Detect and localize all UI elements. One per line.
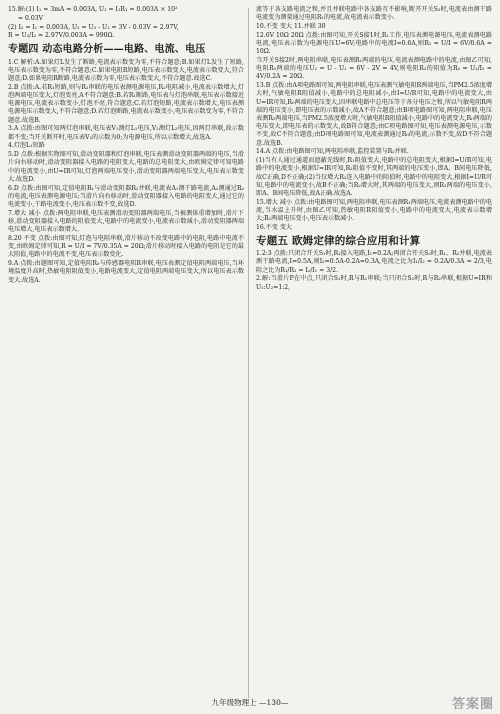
paragraph: 4.灯泡L₁短路 <box>8 142 45 150</box>
paragraph: 流等于各支路电流之和,并且并联电路中各支路互不影响,断开开关S₂时,电流表由测干路电流变为测量通过电阻R₁的电流,故电流表示数变小. <box>256 6 492 22</box>
paragraph: 当开关S接2时,两电阻串联,电压表测R₁两端的电压,电流表测电路中的电流,由图乙可知,电阻R₂两端的电压U₂ = U - U₁ = 6V - 2V = 4V,则电阻R₂的阻值为R₂ = U₂/I₂ = 4V/0.2A = 20Ω. <box>256 57 492 81</box>
section-heading: 专题五 欧姆定律的综合应用和计算 <box>256 235 421 248</box>
paragraph: 1.C 解析:A.如果灯L发生了断路,电流表示数变为零,不符合题意;B.如果灯L发生了短路,电压表示数变为零,不符合题意;C.如果电阻R短路,电压表示数变大,电流表示数变大,符合题意;D.如果电阻R断路,电流表示数为零,电压表示数变大,不符合题意.故选C. <box>8 58 244 82</box>
paragraph: 2.B 点拨:A.若R₁短路,则与R₂串联的电压表测电源电压,R₂电阻减小,电流表示数增大,灯泡两端电压变大,灯泡变亮,A不符合题意;B.若R₁断路,电压表与灯泡串联,电压表示数接近电源电压,电流表示数变小,灯泡不亮,符合题意;C.若灯泡短路,电流表示数增大,电压表测电源电压示数变大,不符合题意;D.若灯泡断路,电流表示数变小,电压表示数变为零,不符合题意.故选B. <box>8 83 244 124</box>
paragraph: 1.2:3 点拨:只闭合开关S₁时,R₁接入电路,I₁=0.2A;再闭合开关S₂时,R₁、R₂并联,电流表测干路电流,I=0.5A,则I₂=0.5A-0.2A=0.3A,电流之比为I₁/I₂ = 0.2A/0.3A = 2/3,电阻之比为R₁/R₂ = I₂/I₁ = 3/2. <box>256 250 492 274</box>
paragraph: 14.A 点拨:由电路图可知,两电阻串联,监控装置与R₂并联. <box>256 148 409 156</box>
paragraph: 6.D 点拨:由图可知,定值电阻R₁与滑动变阻器R₂并联,电流表A₁测干路电流,A₂测通过R₂的电流,电压表测电源电压;当滑片向右移动时,滑动变阻器接入电路的电阻变大,通过它的电流变小,干路电流变小,电压表示数不变,故选D. <box>8 184 244 209</box>
paragraph: (2) I₂ = I₁ = 0.003A, U₂ = U₃ - U₁ = 3V - 0.03V = 2.97V, <box>8 23 179 31</box>
left-column <box>8 6 244 285</box>
column-divider <box>248 8 249 698</box>
paragraph: R = U₂/I₂ = 2.97V/0.003A = 990Ω. <box>8 32 115 40</box>
section-heading: 专题四 动态电路分析——电路、电流、电压 <box>8 43 206 55</box>
paragraph: 2.解:当滑片P在中点,只闭合S₁时,R与R₁串联;当只闭合S₂时,R与R₂串联,根据U=IR和U₁:U₂=1:2, <box>256 275 492 291</box>
right-column <box>256 6 492 292</box>
paragraph: 15.解:(1) I₁ = 3mA = 0.003A, U₁ = I₁R₁ = 0.003A × 10² <box>8 6 178 13</box>
watermark-logo <box>438 692 494 712</box>
paragraph: (1)当有人通过通道而遮蔽光线时,R₁阻值变大,电路中的总电阻变大,根据I=U/R可知,电路中的电流变小,根据U=IR可知,R₂阻值不变时,其两端的电压变小,即A、B间电压降低,故C正确,D不正确;(2)当仅增大R₂连入电路中的阻值时,电路中的电阻变大,根据I=U/R可知,电路中的电流变小,故B不正确;当R₂增大时,其两端的电压变大,则R₁两端的电压变小,即A、B间电压降低,故A正确.故选A. <box>256 157 492 198</box>
paragraph: 12.6V 10Ω 20Ω 点拨:由图可知,开关S接1时,R₁工作,电压表测电源电压,电流表测电路电流,电压表示数为电源电压U=6V;电路中的电流I=0.6A,则R₁ = U/I = 6V/0.6A = 10Ω. <box>256 31 492 56</box>
paragraph: 7.增大 减小 点拨:两电阻串联,电压表测滑动变阻器两端电压,当被测体重增加时,滑片下移,滑动变阻器接入电路的阻值变大,电路中的电流变小,电流表示数减小,滑动变阻器两端电压增大,电压表示数增大. <box>8 209 244 234</box>
paragraph: = 0.03V <box>18 14 44 22</box>
paragraph: 3.A 点拨:由图可知两灯泡串联,电压表V₁测灯L₁电压,V₂测灯L₂电压,因两灯串联,故示数都不变;当开关断开时,电压表V₂的示数为0;为电源电压,所以示数增大,故选A. <box>8 125 244 141</box>
page-footer: 九年级物理上 —130— <box>211 698 289 707</box>
paragraph: 15.增大 减小 点拨:由电路图可知,两电阻串联,电压表测R₁两端电压,电流表测电路中的电流,当水温上升时,由图乙可知,热敏电阻R阻值变小,电路中的电流变大,电流表示数增大;R₁两端电压变小,电压表示数减小. <box>256 198 492 223</box>
watermark-text: 答案圈 <box>451 696 494 712</box>
paragraph: 5.D 点拨:根据实物图可知,滑动变阻器和灯泡串联,电压表测滑动变阻器两端的电压,当滑片向右移动时,滑动变阻器接入电路的电阻变大,电路的总电阻变大,由欧姆定律可知电路中的电流变小,由U=IR可知,灯泡两端电压变小,滑动变阻器两端电压变大,电压表示数变大.故选D. <box>8 151 244 183</box>
paragraph: 9.A 点拨:由题图可知,定值电阻R₀与传感器电阻R串联,电压表测定值电阻两端电压,当环境温度升高时,热敏电阻阻值变小,电路电流变大,定值电阻两端电压变大,所以电压表示数变大.故选A. <box>8 260 244 284</box>
paragraph: 16.不变 变大 <box>256 224 293 232</box>
paragraph: 13.B 点拨:由A项电路图可知,两电阻串联,电压表测气敏电阻R两端电压,当PM2.5浓度增大时,气敏电阻R阻值减小,电路中的总电阻减小,由I=U/R可知,电路中的电流变大,由U=IR可知,R₀两端的电压变大,因串联电路中总电压等于各分电压之和,所以气敏电阻R两端的电压变小,即电压表的示数减小,故A不符合题意;由B项电路图可知,两电阻串联,电压表测R₀两端电压,当PM2.5浓度增大时,气敏电阻R阻值减小,电路中的电流变大,R₀两端的电压变大,即电压表的示数变大,故B符合题意;由C项电路图可知,电压表测电源电压,示数不变,故C不符合题意;由D项电路图可知,电流表测通过R₀的电流,示数不变,故D不符合题意.故选B. <box>256 82 492 147</box>
paragraph: 10.不变 变大 11.并联 30 <box>256 23 326 30</box>
paragraph: 8.20 不变 点拨:由图可知,灯泡与电阻串联,滑片移动不改变电路中的电阻,电路中电流不变,由欧姆定律可知,R = U/I = 7V/0.35A = 20Ω;滑片移动时接入电路的电阻是它的最大阻值,电路中的电流不变,电压表示数变化. <box>8 235 244 259</box>
